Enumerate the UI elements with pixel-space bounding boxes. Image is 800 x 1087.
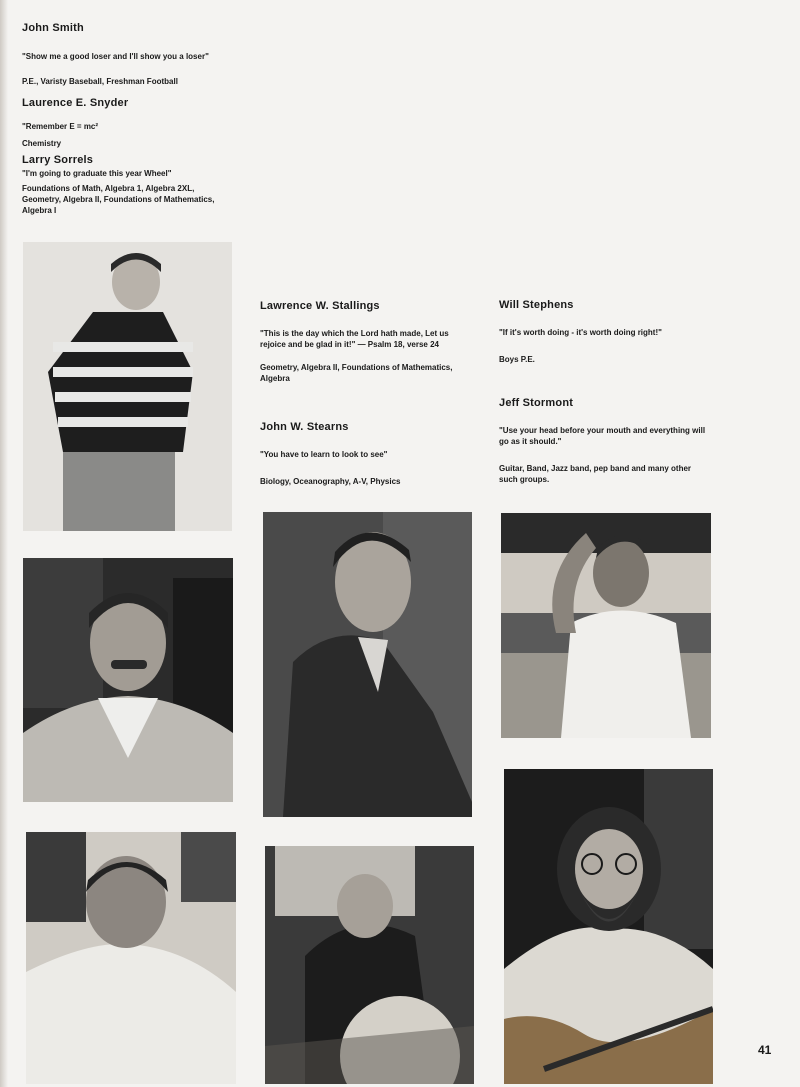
teacher-name-stephens: Will Stephens: [499, 299, 574, 311]
page-number: 41: [758, 1043, 772, 1057]
teacher-name-stearns: John W. Stearns: [260, 421, 349, 433]
photo-stormont: [504, 769, 713, 1084]
page-gutter: [0, 0, 8, 1087]
teacher-subjects-stormont: Guitar, Band, Jazz band, pep band and many other such groups.: [499, 464, 692, 484]
teacher-quote-stearns: "You have to learn to look to see": [260, 450, 388, 459]
teacher-subjects-snyder: Chemistry: [22, 139, 62, 148]
teacher-name-stormont: Jeff Stormont: [499, 397, 574, 409]
teacher-quote-sorrels: "I'm going to graduate this year Wheel": [22, 169, 172, 178]
photo-stephens: [501, 513, 711, 738]
teacher-quote-smith: "Show me a good loser and I'll show you a loser": [22, 52, 209, 61]
teacher-subjects-sorrels: Foundations of Math, Algebra 1, Algebra 2XL, Geometry, Algebra II, Foundations of Mathematics, Algebra I: [22, 184, 215, 215]
teacher-quote-snyder: "Remember E = mc²: [22, 122, 99, 131]
teacher-quote-stormont: "Use your head before your mouth and everything will go as it should.": [499, 426, 706, 446]
photo-smith: [23, 242, 232, 531]
teacher-subjects-stephens: Boys P.E.: [499, 355, 535, 364]
teacher-subjects-stearns: Biology, Oceanography, A-V, Physics: [260, 477, 401, 486]
teacher-subjects-stallings: Geometry, Algebra II, Foundations of Mathematics, Algebra: [260, 363, 453, 383]
photo-stallings: [265, 846, 474, 1084]
teacher-name-stallings: Lawrence W. Stallings: [260, 300, 380, 312]
photo-stearns: [263, 512, 472, 817]
teacher-name-snyder: Laurence E. Snyder: [22, 97, 129, 109]
teacher-quote-stephens: "If it's worth doing - it's worth doing right!": [499, 328, 662, 337]
photo-sorrels: [26, 832, 236, 1084]
teacher-name-smith: John Smith: [22, 22, 84, 34]
teacher-subjects-smith: P.E., Varisty Baseball, Freshman Football: [22, 77, 178, 86]
teacher-quote-stallings: "This is the day which the Lord hath made, Let us rejoice and be glad in it!" — Psalm 18, verse 24: [260, 329, 449, 349]
teacher-name-sorrels: Larry Sorrels: [22, 154, 94, 166]
photo-snyder: [23, 558, 233, 802]
